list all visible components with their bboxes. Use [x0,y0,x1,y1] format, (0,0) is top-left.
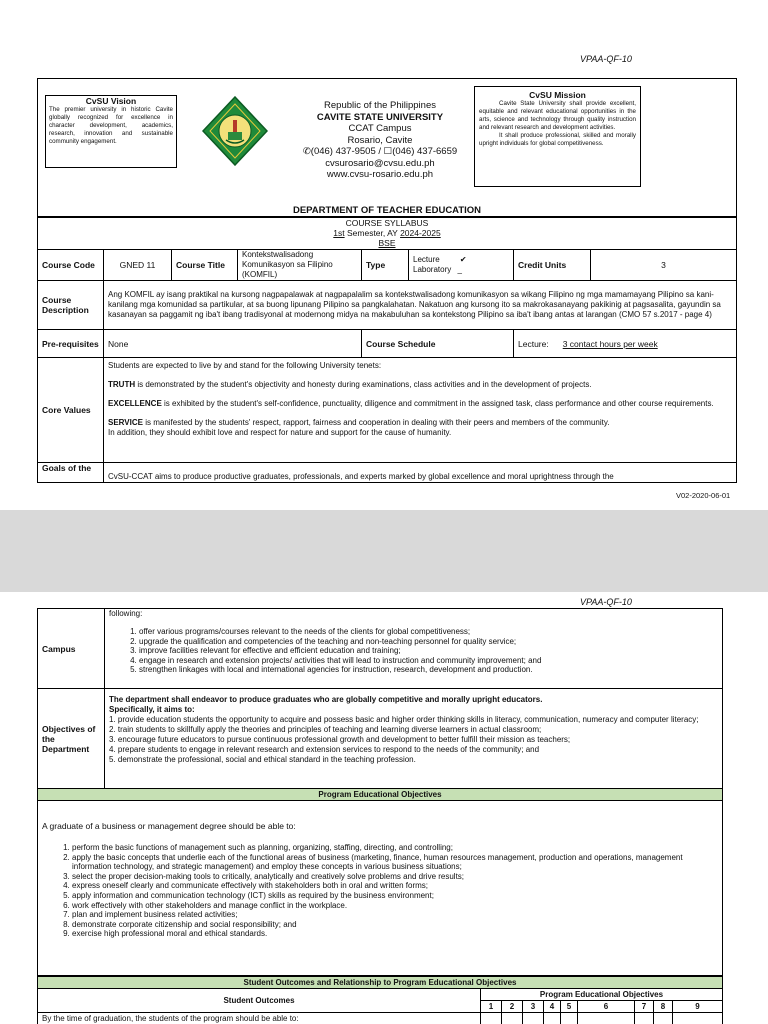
so-cell [654,1013,673,1024]
schedule-hours: 3 contact hours per week [562,338,658,349]
core-values-intro: Students are expected to live by and stand for the following University tenets: [108,361,382,370]
core-values-text [104,358,737,463]
goals-label-part-2: Campus [38,609,105,689]
objective-item: 5. demonstrate the professional, social and ethical standard in the teaching profession. [109,755,416,764]
service-keyword: SERVICE [108,418,143,427]
peo-item: 7. plan and implement business related activities; [72,910,718,920]
schedule-lecture-label: Lecture: [518,338,549,349]
course-schedule-value [514,330,737,358]
peo-item: 2. apply the basic concepts that underlie each of the functional areas of business (marketing, finance, human resources management, production and operations, management information technology, and strategic management) and employ these concepts in various business situations; [72,853,718,872]
peo-content [38,801,723,976]
syllabus-table-page-2 [37,608,723,976]
header-university-name: CAVITE STATE UNIVERSITY [316,111,444,123]
goal-item: 2. upgrade the qualification and competencies of the teaching and non-teaching personnel for quality service; [139,637,718,647]
objectives-text [105,689,723,789]
peo-num: 1 [481,1001,502,1013]
objective-item: 1. provide education students the opportunity to acquire and possess basic and higher order thinking skills in literacy, communication, numeracy and computer literacy; [109,715,699,724]
vision-title: CvSU Vision [85,96,137,106]
so-header: Student Outcomes and Relationship to Program Educational Objectives [38,977,723,989]
course-description-label: Course Description [38,281,104,330]
goal-item: 3. improve facilities relevant for effective and efficient education and training; [139,646,718,656]
peo-item: 8. demonstrate corporate citizenship and social responsibility; and [72,920,718,930]
peo-num: 2 [502,1001,523,1013]
objectives-label: Objectives of the Department [38,689,105,789]
type-laboratory: Laboratory [413,265,452,274]
core-value-truth [108,380,732,390]
objective-item: 2. train students to skillfully apply the theories and principles of teaching and learning diverse learners in actual classroom; [109,725,542,734]
header-campus: CCAT Campus [348,123,412,134]
credit-units-value: 3 [591,250,737,281]
service-text-2: In addition, they should exhibit love and respect for nature and support for the cause of humanity. [108,428,452,437]
peo-num: 7 [635,1001,654,1013]
laboratory-mark: _ [457,265,462,274]
peo-item: 1. perform the basic functions of management such as planning, organizing, staffing, directing, and controlling; [72,843,718,853]
header-email: cvsurosario@cvsu.edu.ph [325,157,435,169]
document-code: VPAA-QF-10 [580,597,632,607]
truth-keyword: TRUTH [108,380,136,389]
so-peo-label: Program Educational Objectives [481,989,723,1001]
academic-year: 2024-2025 [400,228,441,238]
semester-text: Semester, AY [344,228,401,238]
truth-text: is demonstrated by the student's objectivity and honesty during examinations, class activities and in the development of projects. [135,380,592,389]
peo-list [42,843,718,939]
peo-num: 4 [544,1001,561,1013]
peo-item: 6. work effectively with other stakeholders and manage conflict in the workplace. [72,901,718,911]
mission-box [474,86,641,187]
university-header [282,100,478,181]
mission-text-1: Cavite State University shall provide excellent, equitable and relevant educational opportunities in the arts, science and technology through quality instruction and relevant research and development activities. [479,100,636,131]
course-code-label: Course Code [38,250,104,281]
goals-label-part-1: Goals of the [38,463,104,483]
peo-intro: A graduate of a business or management degree should be able to: [42,821,296,831]
goals-following: following: [109,609,143,618]
objective-item: 3. encourage future educators to pursue continuous professional growth and development to better fulfill their mission as teachers; [109,735,571,744]
goals-text-part-1: CvSU-CCAT aims to produce productive graduates, professionals, and experts marked by global excellence and moral uprightness through the [104,463,737,483]
service-text: is manifested by the students' respect, rapport, fairness and cooperation in dealing with their peers and members of the community. [142,418,610,427]
core-value-excellence [108,399,732,409]
peo-item: 3. select the proper decision-making tools to critically, analytically and creatively solve problems and drive results; [72,872,718,882]
credit-units-label: Credit Units [514,250,591,281]
peo-header: Program Educational Objectives [38,789,723,801]
peo-item: 9. exercise high professional moral and ethical standards. [72,929,718,939]
objective-item: 4. prepare students to engage in relevant research and extension services to respond to the needs of the community; and [109,745,540,754]
peo-item: 5. apply information and communication technology (ICT) skills as required by the business environment; [72,891,718,901]
header-location: Rosario, Cavite [347,134,413,146]
course-title-label: Course Title [172,250,238,281]
header-phone: ✆(046) 437-9505 / ☐(046) 437-6659 [302,146,458,157]
student-outcomes-table [37,976,723,1024]
document-code: VPAA-QF-10 [580,54,632,64]
syllabus-page-2 [0,592,768,1024]
core-values-label: Core Values [38,358,104,463]
goals-text-part-2 [105,609,723,689]
so-cell [635,1013,654,1024]
excellence-keyword: EXCELLENCE [108,399,162,408]
syllabus-table-page-1 [37,216,737,483]
program-code: BSE [378,238,396,248]
peo-num: 5 [561,1001,578,1013]
mission-text-2: It shall produce professional, skilled and morally upright individuals for global competitiveness. [479,132,636,147]
lecture-check: ✔ [459,255,467,264]
prerequisites-label: Pre-requisites [38,330,104,358]
peo-item: 4. express oneself clearly and communicate effectively with stakeholders both in oral and written forms; [72,881,718,891]
course-schedule-label: Course Schedule [362,330,514,358]
peo-num: 8 [654,1001,673,1013]
peo-num: 9 [673,1001,723,1013]
so-cell [578,1013,635,1024]
so-cell [481,1013,502,1024]
type-lecture: Lecture [413,255,440,264]
excellence-text: is exhibited by the student's self-confidence, punctuality, diligence and commitment in the assigned task, class performance and other course requirements. [161,399,714,408]
syllabus-semester [39,228,735,238]
version-code: V02-2020-06-01 [676,491,731,500]
so-cell [502,1013,523,1024]
core-value-service [108,418,732,428]
cvsu-logo [202,96,268,166]
goals-list [109,627,718,675]
course-description-text: Ang KOMFIL ay isang praktikal na kursong nagpapalawak at nagpapalalim sa kontekstwalisadong komunikasyon sa wikang Filipino ng mga mamamayang Pilipino sa kani-kanilang mga komunidad sa partikular, at sa buong lipunang Pilipino sa pangkalahatan. Nakatuon ang kursong ito sa makrokasanayang pakikinig at pagsasalita, gayundin sa kasanayan sa paggamit ng iba't ibang tradisyonal at modernong midya na makabuluhan sa kontekstong Pilipino sa iba't ibang antas at larangan (CMO 57 s.2017 - page 4) [104,281,737,330]
semester-number: 1st [333,228,345,238]
peo-num: 6 [578,1001,635,1013]
goal-item: 5. strengthen linkages with local and international agencies for instruction, research, development and production. [139,665,718,675]
syllabus-title: COURSE SYLLABUS [345,218,429,228]
header-line-republic: Republic of the Philippines [324,100,436,111]
type-value [409,250,514,281]
header-website: www.cvsu-rosario.edu.ph [326,169,434,180]
mission-title: CvSU Mission [529,90,586,100]
peo-num: 3 [523,1001,544,1013]
so-cell [673,1013,723,1024]
goal-item: 1. offer various programs/courses relevant to the needs of the clients for global competitiveness; [139,627,718,637]
goal-item: 4. engage in research and extension projects/ activities that will lead to instruction and community improvement; and [139,656,718,666]
prerequisites-value: None [104,330,362,358]
so-cell [544,1013,561,1024]
syllabus-page-1 [0,0,768,510]
so-cell [523,1013,544,1024]
course-code-value: GNED 11 [104,250,172,281]
so-cell [561,1013,578,1024]
objectives-specifically: Specifically, it aims to: [109,705,195,714]
course-title-value: Kontekstwalisadong Komunikasyon sa Filipino (KOMFIL) [238,250,362,281]
objectives-intro: The department shall endeavor to produce graduates who are globally competitive and morally upright educators. [109,695,543,704]
so-row-intro: By the time of graduation, the students of the program should be able to: [38,1013,481,1024]
syllabus-heading-cell [38,217,737,250]
so-column-label: Student Outcomes [38,989,481,1013]
vision-box [45,95,177,168]
type-label: Type [362,250,409,281]
vision-text: The premier university in historic Cavite globally recognized for excellence in character development, academics, research, innovation and sustainable community engagement. [49,106,173,145]
department-title: DEPARTMENT OF TEACHER EDUCATION [292,205,482,216]
